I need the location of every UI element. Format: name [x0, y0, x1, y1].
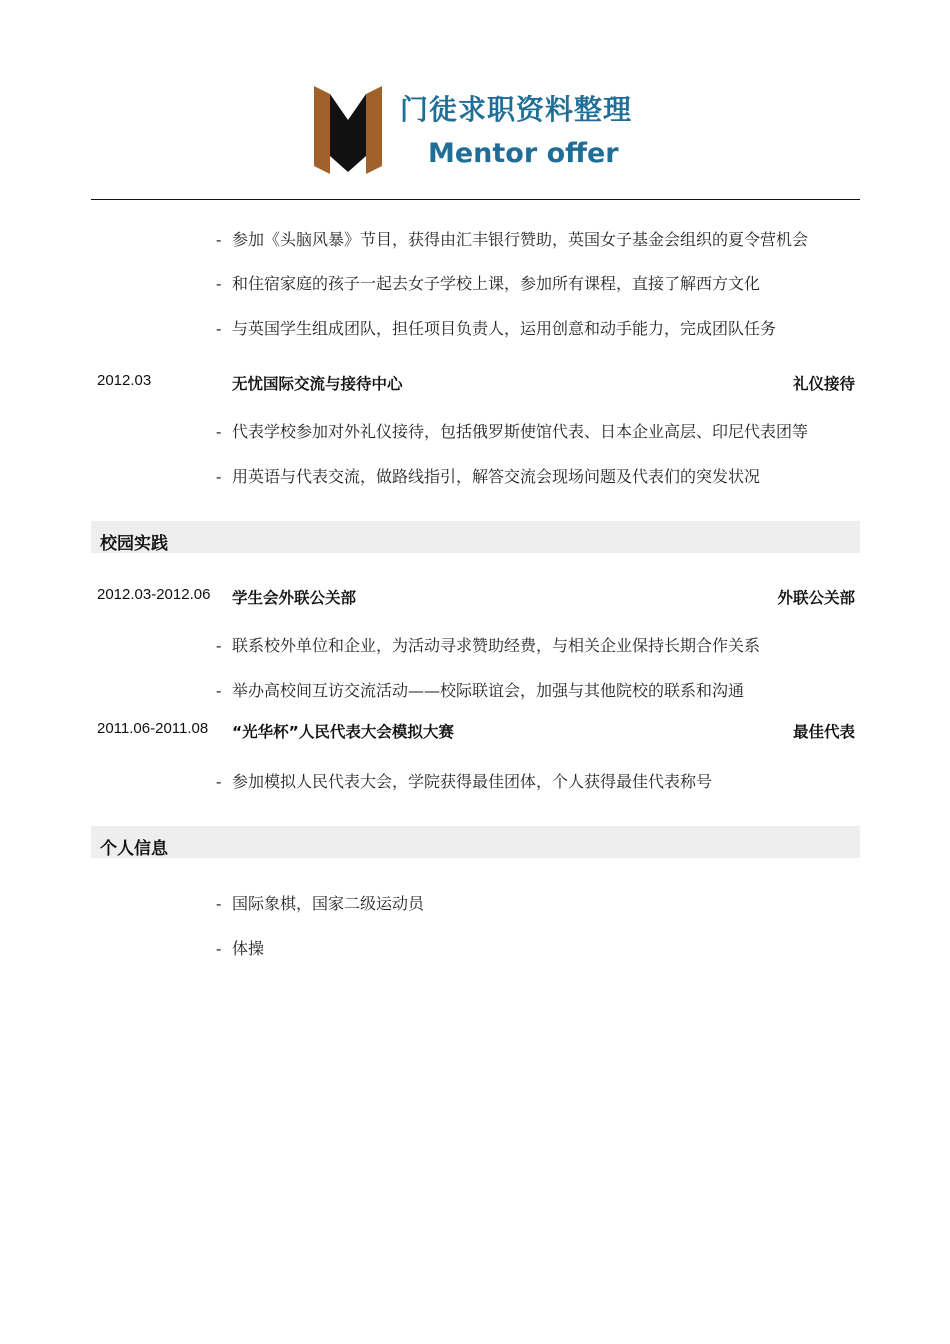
entry-date: 2011.06-2011.08 — [97, 720, 209, 737]
entry-role: 礼仪接待 — [792, 375, 855, 393]
list-item: - 代表学校参加对外礼仪接待，包括俄罗斯使馆代表、日本企业高层、印尼代表团等 — [216, 422, 809, 441]
entry-organization: 无忧国际交流与接待中心 — [232, 375, 403, 393]
list-item: - 联系校外单位和企业，为活动寻求赞助经费，与相关企业保持长期合作关系 — [216, 636, 761, 655]
entry-organization: “光华杯”人民代表大会模拟大赛 — [232, 723, 454, 741]
section-title: 个人信息 — [100, 839, 168, 859]
entry-role: 最佳代表 — [792, 723, 855, 741]
section-title: 校园实践 — [100, 534, 168, 554]
entry-role: 外联公关部 — [777, 589, 855, 607]
list-item: - 用英语与代表交流，做路线指引，解答交流会现场问题及代表们的突发状况 — [216, 467, 761, 486]
mentor-logo-icon — [312, 82, 384, 176]
list-item: - 国际象棋，国家二级运动员 — [216, 894, 425, 913]
list-item: - 举办高校间互访交流活动——校际联谊会，加强与其他院校的联系和沟通 — [216, 681, 745, 700]
list-item: - 和住宿家庭的孩子一起去女子学校上课，参加所有课程，直接了解西方文化 — [216, 274, 761, 293]
entry-date: 2012.03 — [97, 372, 152, 389]
list-item: - 参加《头脑风暴》节目，获得由汇丰银行赞助，英国女子基金会组织的夏令营机会 — [216, 230, 809, 249]
section-header-personal — [91, 826, 860, 858]
list-item: - 与英国学生组成团队，担任项目负责人，运用创意和动手能力，完成团队任务 — [216, 319, 777, 338]
section-header-campus — [91, 521, 860, 553]
brand-title-en: Mentor offer — [428, 138, 619, 169]
list-item: - 体操 — [216, 939, 265, 958]
entry-date: 2012.03-2012.06 — [97, 586, 211, 603]
header-divider — [91, 199, 860, 200]
entry-organization: 学生会外联公关部 — [232, 589, 357, 607]
list-item: - 参加模拟人民代表大会，学院获得最佳团体，个人获得最佳代表称号 — [216, 772, 713, 791]
brand-title-cn: 门徒求职资料整理 — [400, 93, 633, 126]
